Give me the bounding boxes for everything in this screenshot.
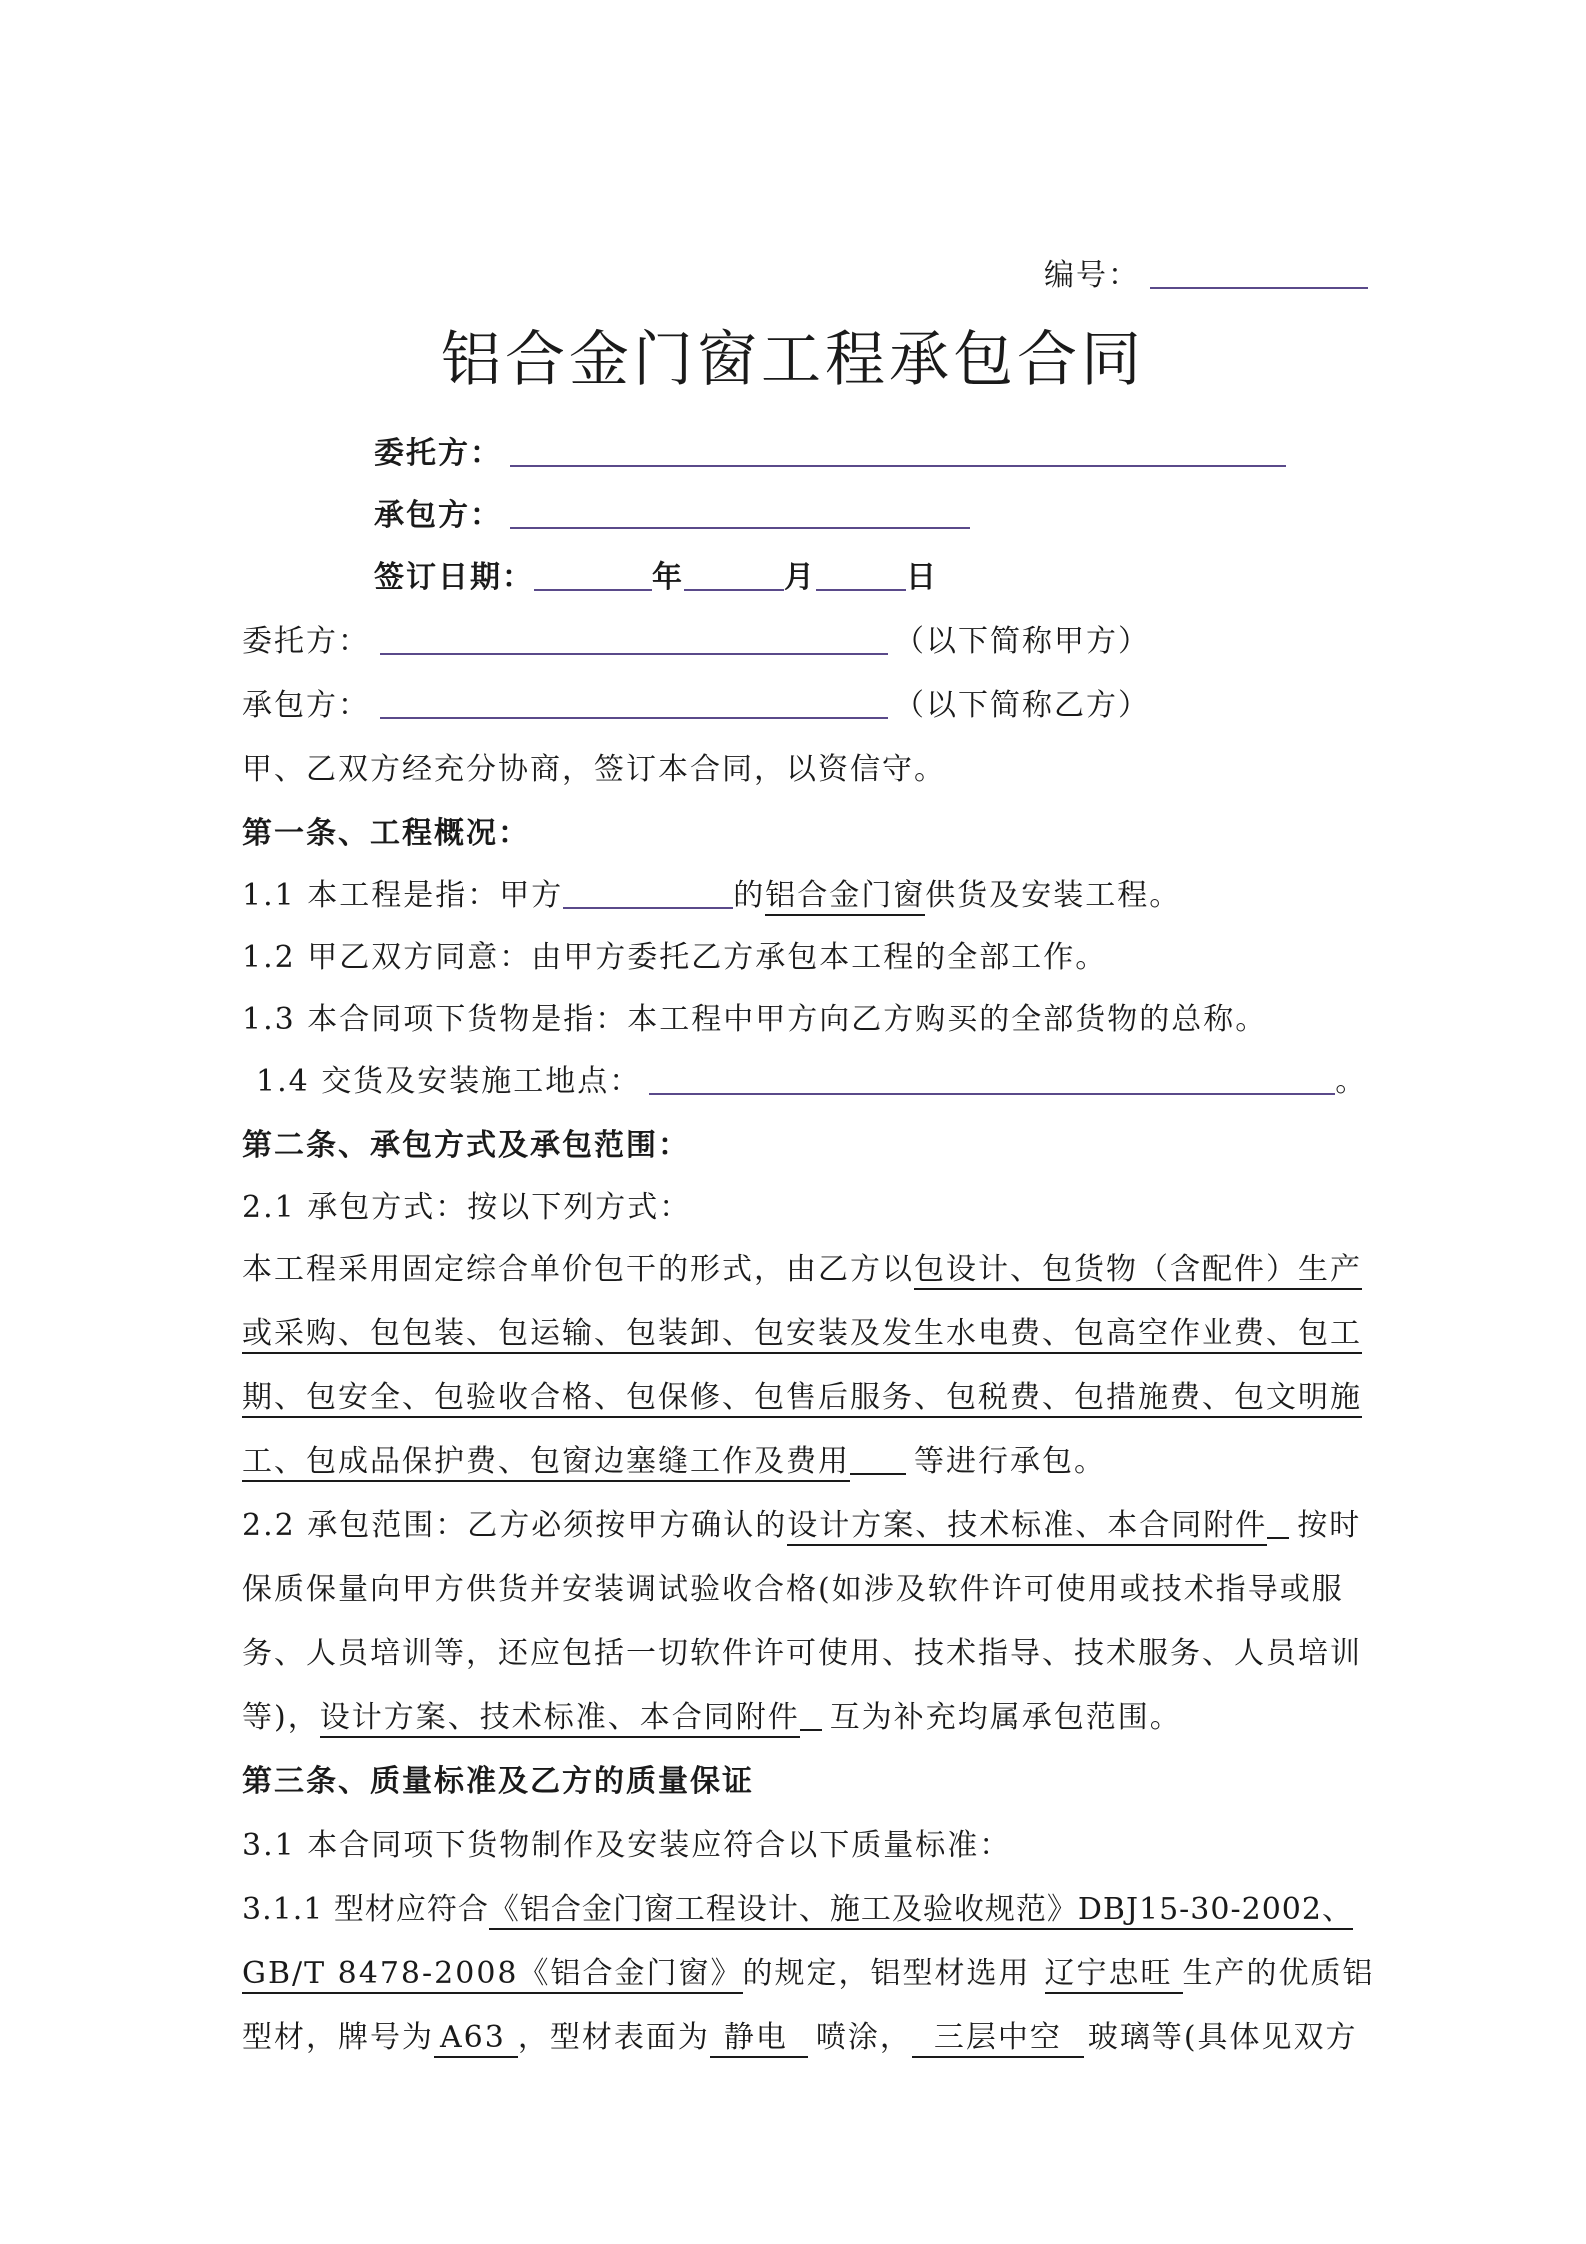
party-b-row bbox=[242, 686, 1150, 726]
clause-2-2-line-3: 务、人员培训等，还应包括一切软件许可使用、技术指导、技术服务、人员培训 bbox=[242, 1636, 1362, 1671]
clause-3-1-1-l3-grade: A63 bbox=[434, 2020, 518, 2058]
cover-contractor-blank[interactable] bbox=[510, 497, 970, 529]
clause-1-1-of: 的 bbox=[733, 878, 766, 913]
clause-3-1-1-l3-tail: 玻璃等(具体见双方 bbox=[1087, 2020, 1358, 2055]
clause-2-2-l4-pad bbox=[800, 1699, 822, 1731]
clause-3-1-1-line-2 bbox=[242, 1954, 1375, 1994]
clause-2-2-line-1 bbox=[242, 1506, 1361, 1546]
party-a-label: 委托方： bbox=[242, 624, 370, 659]
clause-1-1-text: 1.1 本工程是指：甲方 bbox=[242, 878, 564, 913]
clause-3-1-1-l3-surface: 静电 bbox=[710, 2020, 808, 2058]
clause-1-2: 1.2 甲乙双方同意：由甲方委托乙方承包本工程的全部工作。 bbox=[242, 940, 1108, 975]
clause-3-1-1-l2-supplier: 辽宁忠旺 bbox=[1045, 1956, 1183, 1994]
cover-month-label: 月 bbox=[784, 560, 816, 595]
clause-2-1: 2.1 承包方式：按以下列方式： bbox=[242, 1190, 692, 1225]
clause-2-2-line-2: 保质保量向甲方供货并安装调试验收合格(如涉及软件许可使用或技术指导或服 bbox=[242, 1572, 1344, 1607]
cover-date-row bbox=[374, 558, 938, 598]
clause-1-4-text: 1.4 交货及安装施工地点： bbox=[256, 1064, 642, 1099]
clause-2-1-line-4 bbox=[242, 1442, 1106, 1482]
clause-1-4 bbox=[256, 1062, 1367, 1102]
clause-3-1-1-l3-glass: 三层中空 bbox=[912, 2020, 1084, 2058]
cover-client-label: 委托方： bbox=[374, 436, 502, 471]
article-1-title: 第一条、工程概况： bbox=[242, 816, 530, 851]
clause-3-1-1-l2-text: 的规定，铝型材选用 bbox=[742, 1956, 1031, 1991]
clause-2-1-l2-scope: 或采购、包包装、包运输、包装卸、包安装及发生水电费、包高空作业费、包工 bbox=[242, 1316, 1362, 1354]
clause-2-1-l1-scope: 包设计、包货物（含配件）生产 bbox=[914, 1252, 1362, 1290]
clause-3-1-1-l1-standard: 《铝合金门窗工程设计、施工及验收规范》DBJ15-30-2002、 bbox=[489, 1892, 1353, 1930]
clause-2-2-l1-docs: 设计方案、技术标准、本合同附件 bbox=[787, 1508, 1267, 1546]
clause-1-1-blank[interactable] bbox=[563, 877, 733, 909]
clause-3-1-1-l3-surface-label: ，型材表面为 bbox=[517, 2020, 710, 2055]
clause-1-1-tail: 供货及安装工程。 bbox=[925, 878, 1182, 913]
cover-day-blank[interactable] bbox=[816, 559, 906, 591]
clause-2-1-l4-scope: 工、包成品保护费、包窗边塞缝工作及费用 bbox=[242, 1444, 850, 1482]
clause-2-2-l4-text: 等)， bbox=[242, 1700, 320, 1735]
clause-2-2-l1-pad bbox=[1267, 1507, 1289, 1539]
cover-client-row bbox=[374, 434, 1286, 474]
cover-month-blank[interactable] bbox=[684, 559, 784, 591]
party-b-blank[interactable] bbox=[380, 687, 888, 719]
clause-3-1-1-l3-text: 型材，牌号为 bbox=[242, 2020, 434, 2055]
cover-day-label: 日 bbox=[906, 560, 938, 595]
clause-3-1-1-l3-coating: 喷涂， bbox=[815, 2020, 912, 2055]
cover-year-label: 年 bbox=[652, 560, 684, 595]
party-b-label: 承包方： bbox=[242, 688, 370, 723]
contract-number-blank[interactable] bbox=[1150, 257, 1368, 289]
contract-title: 铝合金门窗工程承包合同 bbox=[441, 325, 1145, 395]
contract-number-row bbox=[1044, 256, 1368, 296]
clause-3-1-1-l2-tail: 生产的优质铝 bbox=[1182, 1956, 1375, 1991]
clause-2-1-line-1 bbox=[242, 1250, 1362, 1290]
party-a-note: （以下简称甲方） bbox=[894, 624, 1150, 659]
clause-2-2-line-4 bbox=[242, 1698, 1182, 1738]
clause-2-1-l1-text: 本工程采用固定综合单价包干的形式，由乙方以 bbox=[242, 1252, 914, 1287]
party-b-note: （以下简称乙方） bbox=[894, 688, 1150, 723]
clause-3-1-1-line-3 bbox=[242, 2018, 1358, 2058]
cover-date-label: 签订日期： bbox=[374, 560, 534, 595]
clause-2-2-l1-text: 2.2 承包范围：乙方必须按甲方确认的 bbox=[242, 1508, 788, 1543]
cover-contractor-row bbox=[374, 496, 970, 536]
cover-client-blank[interactable] bbox=[510, 435, 1286, 467]
clause-3-1-1-l1-text: 3.1.1 型材应符合 bbox=[242, 1892, 489, 1927]
clause-2-2-l1-tail: 按时 bbox=[1297, 1508, 1362, 1543]
contract-number-label: 编号： bbox=[1044, 258, 1140, 293]
intro-text: 甲、乙双方经充分协商，签订本合同，以资信守。 bbox=[242, 752, 946, 787]
clause-3-1: 3.1 本合同项下货物制作及安装应符合以下质量标准： bbox=[242, 1828, 1012, 1863]
clause-2-1-line-2 bbox=[242, 1314, 1362, 1354]
clause-2-1-line-3 bbox=[242, 1378, 1362, 1418]
article-3-title: 第三条、质量标准及乙方的质量保证 bbox=[242, 1764, 754, 1799]
party-a-blank[interactable] bbox=[380, 623, 888, 655]
clause-2-1-l3-scope: 期、包安全、包验收合格、包保修、包售后服务、包税费、包措施费、包文明施 bbox=[242, 1380, 1362, 1418]
clause-1-1 bbox=[242, 876, 1181, 916]
clause-2-2-l4-docs: 设计方案、技术标准、本合同附件 bbox=[320, 1700, 800, 1738]
clause-1-3: 1.3 本合同项下货物是指：本工程中甲方向乙方购买的全部货物的总称。 bbox=[242, 1002, 1268, 1037]
clause-3-1-1-l2-standard: GB/T 8478-2008《铝合金门窗》 bbox=[242, 1956, 743, 1994]
clause-1-4-blank[interactable] bbox=[649, 1063, 1335, 1095]
clause-3-1-1-line-1 bbox=[242, 1890, 1353, 1930]
clause-1-4-end: 。 bbox=[1335, 1064, 1368, 1099]
clause-2-1-l4-pad bbox=[850, 1443, 906, 1475]
cover-contractor-label: 承包方： bbox=[374, 498, 502, 533]
article-2-title: 第二条、承包方式及承包范围： bbox=[242, 1128, 690, 1163]
clause-2-2-l4-tail: 互为补充均属承包范围。 bbox=[829, 1700, 1182, 1735]
party-a-row bbox=[242, 622, 1150, 662]
clause-2-1-l4-tail: 等进行承包。 bbox=[914, 1444, 1106, 1479]
clause-1-1-product: 铝合金门窗 bbox=[765, 878, 925, 916]
cover-year-blank[interactable] bbox=[534, 559, 652, 591]
